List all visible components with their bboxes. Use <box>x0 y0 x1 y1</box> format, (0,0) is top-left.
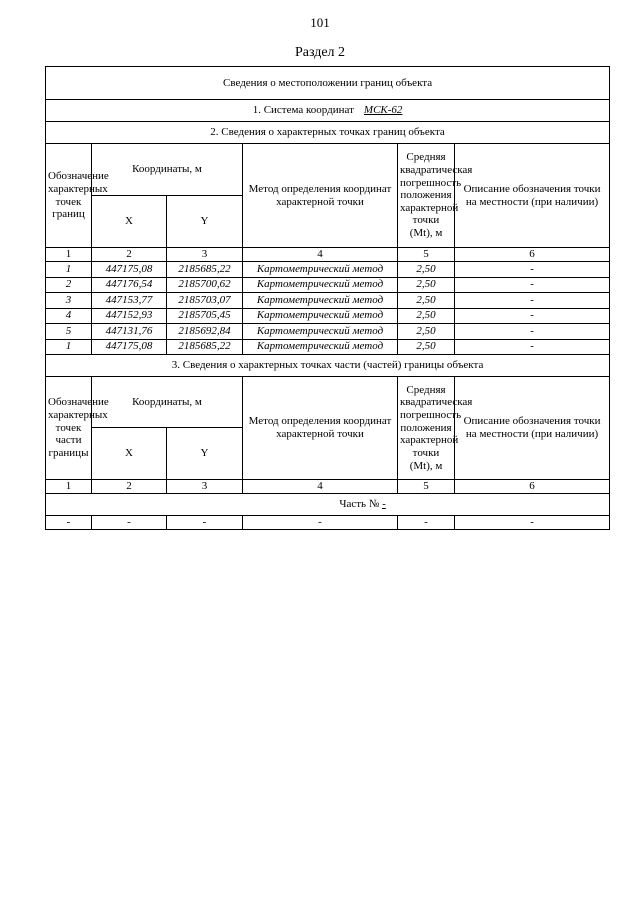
coord-system-label: 1. Система координат <box>252 104 354 117</box>
header-description: Описание обозначения точки на местности (при наличии) <box>455 144 610 248</box>
x-cell: 447152,93 <box>92 308 167 324</box>
y-cell: 2185700,62 <box>167 277 243 293</box>
point-id-cell: 5 <box>46 324 92 340</box>
method-cell: Картометрический метод <box>243 339 398 355</box>
description-cell: - <box>455 308 610 324</box>
method-cell: Картометрический метод <box>243 262 398 278</box>
accuracy-cell: 2,50 <box>398 339 455 355</box>
boundary-table <box>45 66 610 530</box>
section-title: Раздел 2 <box>294 45 346 60</box>
y-cell: 2185685,22 <box>167 339 243 355</box>
accuracy-cell: 2,50 <box>398 262 455 278</box>
empty-cell: - <box>455 516 610 530</box>
col-number: 5 <box>398 480 455 494</box>
header-method: Метод определения координат характерной точки <box>243 144 398 248</box>
accuracy-cell: 2,50 <box>398 324 455 340</box>
header-x: X <box>92 196 167 248</box>
point-id-cell: 3 <box>46 293 92 309</box>
table-title: Сведения о местоположении границ объекта <box>46 67 610 100</box>
header-y: Y <box>167 428 243 480</box>
header-coords: Координаты, м <box>92 144 243 196</box>
col-number: 2 <box>92 248 167 262</box>
col-number: 4 <box>243 480 398 494</box>
x-cell: 447153,77 <box>92 293 167 309</box>
coord-system-row <box>46 100 610 122</box>
description-cell: - <box>455 339 610 355</box>
empty-cell: - <box>92 516 167 530</box>
empty-cell: - <box>243 516 398 530</box>
accuracy-cell: 2,50 <box>398 308 455 324</box>
y-cell: 2185685,22 <box>167 262 243 278</box>
part-number-label: Часть № <box>339 498 380 511</box>
point-id-cell: 4 <box>46 308 92 324</box>
accuracy-cell: 2,50 <box>398 277 455 293</box>
x-cell: 447175,08 <box>92 339 167 355</box>
header-y: Y <box>167 196 243 248</box>
header-point-id: Обозначение характерных точек границ <box>46 144 92 248</box>
col-number: 1 <box>46 480 92 494</box>
method-cell: Картометрический метод <box>243 308 398 324</box>
col-number: 3 <box>167 248 243 262</box>
description-cell: - <box>455 277 610 293</box>
description-cell: - <box>455 293 610 309</box>
col-number: 5 <box>398 248 455 262</box>
y-cell: 2185705,45 <box>167 308 243 324</box>
header-coords: Координаты, м <box>92 377 243 428</box>
table-row <box>46 324 610 340</box>
table-row <box>46 277 610 293</box>
col-number: 6 <box>455 480 610 494</box>
section3-title: 3. Сведения о характерных точках части (частей) границы объекта <box>46 355 610 377</box>
header-accuracy: Средняя квадратическая погрешность положения характерной точки (Mt), м <box>398 377 455 480</box>
accuracy-cell: 2,50 <box>398 293 455 309</box>
coord-system-value: МСК-62 <box>363 104 403 117</box>
table-row <box>46 293 610 309</box>
col-number: 6 <box>455 248 610 262</box>
method-cell: Картометрический метод <box>243 293 398 309</box>
table-row <box>46 339 610 355</box>
col-number: 3 <box>167 480 243 494</box>
header-point-id: Обозначение характерных точек части границы <box>46 377 92 480</box>
empty-cell: - <box>398 516 455 530</box>
method-cell: Картометрический метод <box>243 324 398 340</box>
part-number-row <box>46 494 610 516</box>
table-row <box>46 262 610 278</box>
header-description: Описание обозначения точки на местности (при наличии) <box>455 377 610 480</box>
method-cell: Картометрический метод <box>243 277 398 293</box>
description-cell: - <box>455 262 610 278</box>
table-row <box>46 308 610 324</box>
x-cell: 447176,54 <box>92 277 167 293</box>
y-cell: 2185692,84 <box>167 324 243 340</box>
col-number: 1 <box>46 248 92 262</box>
point-id-cell: 2 <box>46 277 92 293</box>
header-x: X <box>92 428 167 480</box>
point-id-cell: 1 <box>46 262 92 278</box>
empty-cell: - <box>167 516 243 530</box>
empty-cell: - <box>46 516 92 530</box>
section2-title: 2. Сведения о характерных точках границ объекта <box>46 122 610 144</box>
y-cell: 2185703,07 <box>167 293 243 309</box>
header-accuracy: Средняя квадратическая погрешность положения характерной точки (Mt), м <box>398 144 455 248</box>
header-method: Метод определения координат характерной точки <box>243 377 398 480</box>
x-cell: 447175,08 <box>92 262 167 278</box>
x-cell: 447131,76 <box>92 324 167 340</box>
table-row <box>46 516 610 530</box>
page-number: 101 <box>310 15 330 30</box>
col-number: 4 <box>243 248 398 262</box>
col-number: 2 <box>92 480 167 494</box>
part-number-value: - <box>382 498 386 511</box>
point-id-cell: 1 <box>46 339 92 355</box>
description-cell: - <box>455 324 610 340</box>
